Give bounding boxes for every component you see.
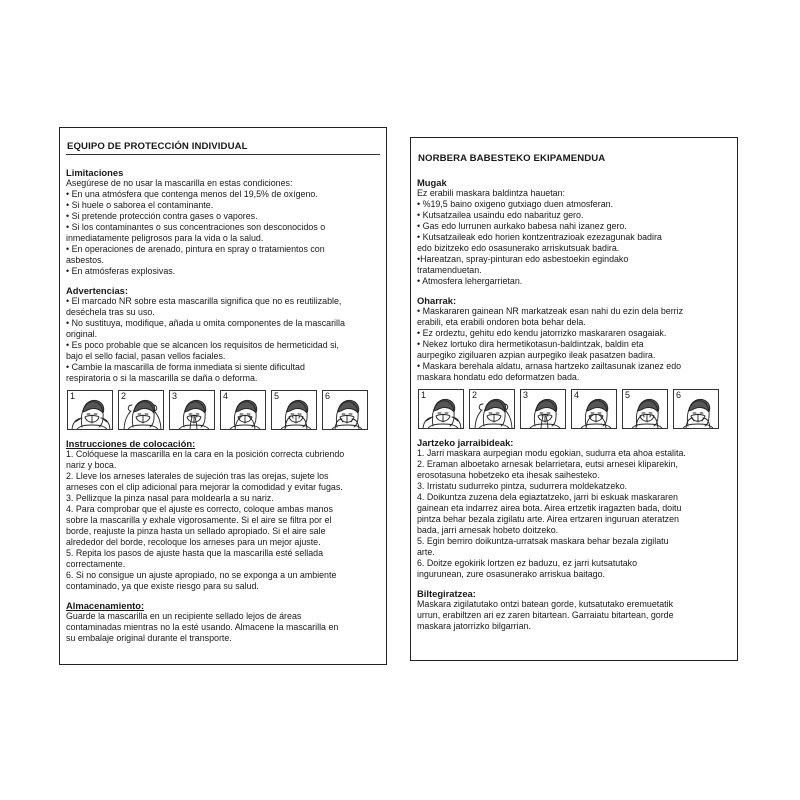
text-line: maskara jatorrizko bilgarrian. xyxy=(417,621,531,631)
step-number: 4 xyxy=(574,390,580,400)
almacenamiento-body xyxy=(66,611,380,644)
step-number: 5 xyxy=(274,391,280,401)
text-line: maskara hondatu edo deformatzen bada. xyxy=(417,372,580,382)
jartzeko-body xyxy=(417,448,731,580)
text-line: contaminado, ya que existe riesgo para su salud. xyxy=(66,581,259,591)
step-panel xyxy=(322,390,368,430)
text-line: • %19,5 baino oxigeno gutxiago duen atmosferan. xyxy=(417,199,614,209)
text-line: • Si pretende protección contra gases o vapores. xyxy=(66,211,258,221)
text-line: • Ez ordeztu, gehitu edo kendu jatorrizko maskararen osagaiak. xyxy=(417,328,667,338)
step-number: 6 xyxy=(676,390,682,400)
mugak-body xyxy=(417,188,731,287)
text-line: correctamente. xyxy=(66,559,126,569)
text-line: • Si los contaminantes o sus concentraciones son desconocidos o xyxy=(66,222,326,232)
text-line: Maskara zigilatutako ontzi batean gorde, kutsatutako eremuetatik xyxy=(417,599,674,609)
text-line: 2. Eraman alboetako arnesak belarrietara, eutsi arnesei kliparekin, xyxy=(417,459,678,469)
step-panel xyxy=(673,389,719,429)
text-line: Ez erabili maskara baldintza hauetan: xyxy=(417,188,566,198)
step-panel xyxy=(220,390,266,430)
text-line: • Kutsatzaileak edo horien kontzentrazioak ezezagunak badira xyxy=(417,232,662,242)
oharrak-body xyxy=(417,306,731,383)
text-line: aurpegiko zigiluaren azpian aurpegiko ileak pasatzen badira. xyxy=(417,350,656,360)
step-panel xyxy=(418,389,464,429)
oharrak-heading: Oharrak: xyxy=(417,295,457,306)
title-divider xyxy=(66,154,380,155)
step-panel xyxy=(118,390,164,430)
text-line: asbestos. xyxy=(66,255,104,265)
step-number: 1 xyxy=(70,391,76,401)
step-number: 3 xyxy=(523,390,529,400)
text-line: arte. xyxy=(417,547,435,557)
limitaciones-heading: Limitaciones xyxy=(66,167,124,178)
text-line: • Si huele o saborea el contaminante. xyxy=(66,200,214,210)
step-panel xyxy=(169,390,215,430)
text-line: • Es poco probable que se alcancen los requisitos de hermeticidad si, xyxy=(66,340,339,350)
text-line: • Maskararen gainean NR markatzeak esan nahi du ezin dela berriz xyxy=(417,306,684,316)
step-panel xyxy=(571,389,617,429)
text-line: 6. Doitze egokirik lortzen ez baduzu, ez jarri kutsatutako xyxy=(417,558,638,568)
text-line: • Atmosfera lehergarrietan. xyxy=(417,276,523,286)
text-line: 3. Irristatu sudurreko pintza, sudurrera moldekatzeko. xyxy=(417,481,628,491)
text-line: Guarde la mascarilla en un recipiente sellado lejos de áreas xyxy=(66,611,302,621)
text-line: su embalaje original durante el transporte. xyxy=(66,633,232,643)
fitting-steps-illustration xyxy=(418,389,731,429)
step-panel xyxy=(271,390,317,430)
step-number: 4 xyxy=(223,391,229,401)
text-line: erabili, eta erabili ondoren bota behar dela. xyxy=(417,317,586,327)
text-line: • Gas edo lurrunen aurkako babesa nahi izanez gero. xyxy=(417,221,627,231)
text-line: ingurunean, zure osasunerako arriskua baitago. xyxy=(417,569,605,579)
text-line: 4. Para comprobar que el ajuste es correcto, coloque ambas manos xyxy=(66,504,333,514)
step-panel xyxy=(520,389,566,429)
text-line: 1. Jarri maskara aurpegian modu egokian, sudurra eta ahoa estalita. xyxy=(417,448,686,458)
step-number: 3 xyxy=(172,391,178,401)
text-line: • En una atmósfera que contenga menos del 19,5% de oxígeno. xyxy=(66,189,318,199)
advertencias-body xyxy=(66,296,380,384)
instrucciones-body xyxy=(66,449,380,592)
text-line: original. xyxy=(66,329,98,339)
text-line: 3. Pellizque la pinza nasal para moldearla a su nariz. xyxy=(66,493,274,503)
step-number: 5 xyxy=(625,390,631,400)
step-panel xyxy=(469,389,515,429)
spanish-instructions-card xyxy=(59,127,387,665)
text-line: sobre la mascarilla y exhale vigorosamente. Si el aire se filtra por el xyxy=(66,515,332,525)
text-line: gainean eta indarrez airea bota. Airea ertzetik iragazten bada, doitu xyxy=(417,503,682,513)
step-panel xyxy=(622,389,668,429)
text-line: tratamenduetan. xyxy=(417,265,482,275)
text-line: • El marcado NR sobre esta mascarilla significa que no es reutilizable, xyxy=(66,296,342,306)
biltegiratzea-body xyxy=(417,599,731,632)
text-line: 4. Doikuntza zuzena dela egiaztatzeko, jarri bi eskuak maskararen xyxy=(417,492,678,502)
text-line: 2. Lleve los arneses laterales de sujeción tras las orejas, sujete los xyxy=(66,471,329,481)
text-line: respiratoria o si la mascarilla se daña o deforma. xyxy=(66,373,258,383)
text-line: alrededor del borde, recoloque los arneses para un mejor ajuste. xyxy=(66,537,321,547)
text-line: bajo el sello facial, pasan vellos faciales. xyxy=(66,351,226,361)
text-line: • No sustituya, modifique, añada u omita componentes de la mascarilla xyxy=(66,318,345,328)
step-number: 6 xyxy=(325,391,331,401)
text-line: nariz y boca. xyxy=(66,460,117,470)
step-number: 2 xyxy=(472,390,478,400)
text-line: inmediatamente peligrosos para la vida o la salud. xyxy=(66,233,264,243)
almacenamiento-heading: Almacenamiento: xyxy=(66,600,145,611)
text-line: • Maskara berehala aldatu, arnasa hartzeko zailtasunak izanez edo xyxy=(417,361,682,371)
text-line: erosotasuna hobetzeko eta ihesak saihesteko. xyxy=(417,470,600,480)
text-line: 5. Repita los pasos de ajuste hasta que la mascarilla esté sellada xyxy=(66,548,324,558)
text-line: edo bizitzeko edo osasunerako arriskutsuak badira. xyxy=(417,243,620,253)
step-number: 1 xyxy=(421,390,427,400)
step-panel xyxy=(67,390,113,430)
limitaciones-body xyxy=(66,178,380,277)
text-line: • Nekez lortuko dira hermetikotasun-baldintzak, baldin eta xyxy=(417,339,644,349)
jartzeko-heading: Jartzeko jarraibideak: xyxy=(417,437,514,448)
advertencias-heading: Advertencias: xyxy=(66,285,129,296)
text-line: • En atmósferas explosivas. xyxy=(66,266,176,276)
text-line: arneses con el clip adicional para mejorar la comodidad y evitar fugas. xyxy=(66,482,343,492)
biltegiratzea-heading: Biltegiratzea: xyxy=(417,588,476,599)
text-line: 6. Si no consigue un ajuste apropiado, no se exponga a un ambiente xyxy=(66,570,337,580)
step-number: 2 xyxy=(121,391,127,401)
text-line: • Kutsatzailea usaindu edo nabarituz gero. xyxy=(417,210,584,220)
fitting-steps-illustration xyxy=(67,390,380,430)
text-line: borde, reajuste la pinza hasta un sellado apropiado. Si el aire sale xyxy=(66,526,326,536)
spanish-title: EQUIPO DE PROTECCIÓN INDIVIDUAL xyxy=(67,141,248,152)
basque-title: NORBERA BABESTEKO EKIPAMENDUA xyxy=(418,153,606,164)
text-line: •Hareatzan, spray-pinturan edo asbestoekin egindako xyxy=(417,254,629,264)
text-line: bada, jarri arnesak hobeto doitzeko. xyxy=(417,525,559,535)
instrucciones-heading: Instrucciones de colocación: xyxy=(66,438,196,449)
text-line: Asegúrese de no usar la mascarilla en estas condiciones: xyxy=(66,178,293,188)
text-line: deséchela tras su uso. xyxy=(66,307,155,317)
text-line: urrun, erabiltzen ari ez zaren bitartean. Garraiatu bitartean, gorde xyxy=(417,610,674,620)
text-line: • En operaciones de arenado, pintura en spray o tratamientos con xyxy=(66,244,325,254)
mugak-heading: Mugak xyxy=(417,177,447,188)
basque-instructions-card xyxy=(410,137,738,661)
text-line: 1. Colóquese la mascarilla en la cara en la posición correcta cubriendo xyxy=(66,449,345,459)
text-line: contaminadas mientras no la esté usando. Almacene la mascarilla en xyxy=(66,622,339,632)
text-line: 5. Egin berriro doikuntza-urratsak maskara behar bezala zigilatu xyxy=(417,536,669,546)
text-line: • Cambie la mascarilla de forma inmediata si siente dificultad xyxy=(66,362,305,372)
text-line: pintza behar bezala zigilatu arte. Airea ertzaren inguruan ateratzen xyxy=(417,514,679,524)
